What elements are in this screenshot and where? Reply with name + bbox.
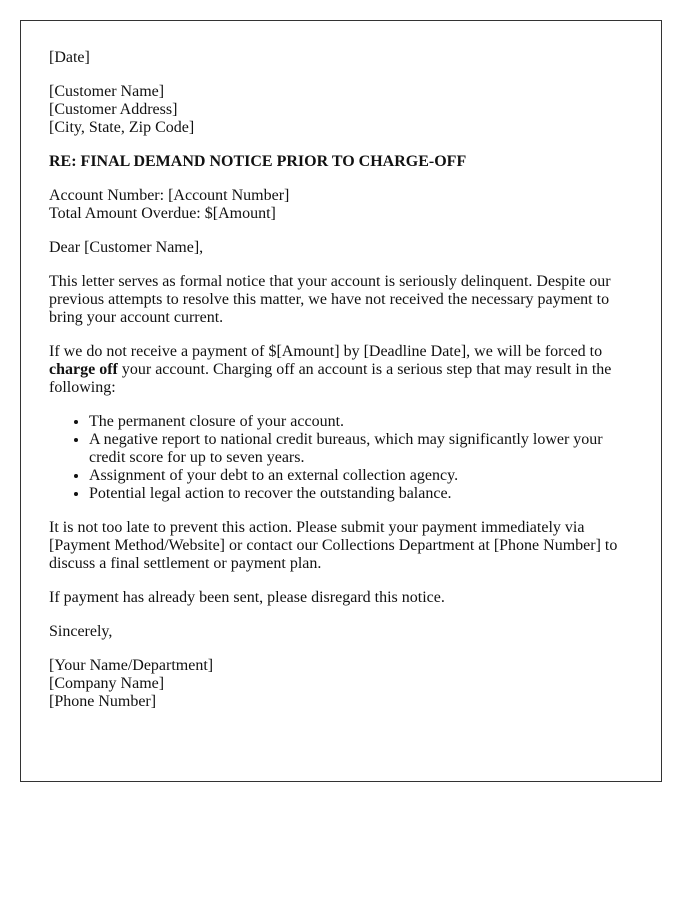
signature-name-department: [Your Name/Department] bbox=[49, 657, 214, 674]
recipient-name: [Customer Name] bbox=[49, 83, 165, 100]
signature-phone: [Phone Number] bbox=[49, 693, 157, 710]
signature-block bbox=[49, 657, 621, 711]
consequences-list bbox=[49, 413, 621, 503]
closing: Sincerely, bbox=[49, 623, 113, 640]
charge-off-text-after: your account. Charging off an account is a serious step that may result in the following: bbox=[49, 361, 612, 396]
charge-off-emphasis: charge off bbox=[49, 361, 118, 378]
charge-off-text-before: If we do not receive a payment of $[Amount] by [Deadline Date], we will be forced to bbox=[49, 343, 603, 360]
letter-body bbox=[49, 49, 621, 727]
recipient-address: [Customer Address] bbox=[49, 101, 178, 118]
list-item: • Assignment of your debt to an external collection agency. bbox=[89, 467, 621, 485]
signature-company: [Company Name] bbox=[49, 675, 165, 692]
amount-overdue: Total Amount Overdue: $[Amount] bbox=[49, 205, 276, 222]
paragraph-charge-off-warning bbox=[49, 343, 621, 397]
letter-document bbox=[20, 20, 662, 782]
paragraph-disregard: If payment has already been sent, please disregard this notice. bbox=[49, 589, 445, 606]
subject-line: RE: FINAL DEMAND NOTICE PRIOR TO CHARGE-OFF bbox=[49, 153, 467, 170]
paragraph-payment-instructions: It is not too late to prevent this action. Please submit your payment immediately via [Payment Method/Website] or contact our Collections Department at [Phone Number] to discuss a final settlement or payment plan. bbox=[49, 519, 618, 572]
account-details bbox=[49, 187, 621, 223]
account-number: Account Number: [Account Number] bbox=[49, 187, 290, 204]
list-item: • Potential legal action to recover the outstanding balance. bbox=[89, 485, 621, 503]
paragraph-delinquency-notice: This letter serves as formal notice that your account is seriously delinquent. Despite our previous attempts to resolve this matter, we have not received the necessary payment to bring your account current. bbox=[49, 273, 611, 326]
recipient-block bbox=[49, 83, 621, 137]
recipient-city-state-zip: [City, State, Zip Code] bbox=[49, 119, 195, 136]
list-item: • A negative report to national credit bureaus, which may significantly lower your credit score for up to seven years. bbox=[89, 431, 621, 467]
letter-date: [Date] bbox=[49, 49, 90, 66]
salutation: Dear [Customer Name], bbox=[49, 239, 204, 256]
list-item: • The permanent closure of your account. bbox=[89, 413, 621, 431]
